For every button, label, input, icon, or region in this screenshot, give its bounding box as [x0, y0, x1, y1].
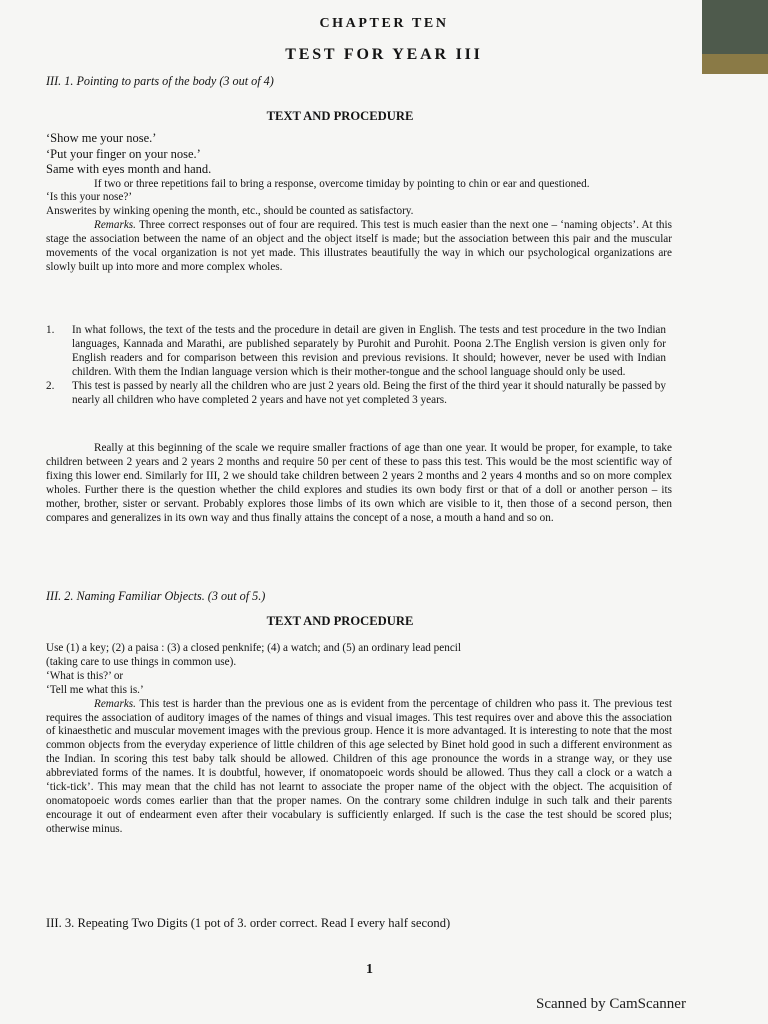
- scanner-watermark: Scanned by CamScanner: [536, 996, 686, 1012]
- remarks-text: This test is harder than the previous one as is evident from the percentage of children who pass it. The previous test requires the association of auditory images of the names of things and visual images. This test requires over and above this the association of kinaesthetic and muscular movement images with the previous group. Hence it is more advantaged. It is interesting to note that the most common objects from the everyday experience of little children of this age selected by Binet hold good in such a different environment as the Indian. In scoring this test baby talk should be allowed. Children of this age pronounce the words in a strange way, or they use abbreviated forms of the names. It is doubtful, however, if onomatopoeic words should be allowed. Thus they call a clock or a watch a ‘tick-tick’. This may mean that the child has not learnt to associate the proper name of the object with the object. The acquisition of onomatopoeic words comes earlier than that the proper names. On the contrary some children indulge in such talk and their parents encourage it out of endearment even after their vocabulary is sufficiently enlarged. If such is the case the test should be scored plus; otherwise minus.: [46, 697, 672, 835]
- question-finger-nose: ‘Put your finger on your nose.’: [46, 146, 201, 161]
- question-what-is-this: ‘What is this?’ or: [46, 669, 124, 682]
- age-fraction-paragraph: [46, 442, 672, 525]
- objects-care-note: (taking care to use things in common use).: [46, 655, 237, 668]
- footnote-number: 2.: [46, 379, 55, 392]
- section-2-subheading: TEXT AND PROCEDURE: [266, 614, 414, 628]
- question-show-nose: ‘Show me your nose.’: [46, 131, 157, 145]
- section-2-text: [46, 642, 672, 837]
- footnote-text: In what follows, the text of the tests and the procedure in detail are given in English. The tests and test procedure in the two Indian languages, Kannada and Marathi, are published separately by Purohit and Purohit. Poona 2.The English version is given only for English readers and for comparison between this revision and previous revisions. It should; however, never be used with Indian children. With them the Indian language version which is their mother-tongue and the school language should only be used.: [72, 324, 666, 378]
- test-title: TEST FOR YEAR III: [285, 46, 483, 63]
- section-1-subheading: TEXT AND PROCEDURE: [266, 109, 414, 123]
- section-1-text: [46, 131, 672, 275]
- section-3-heading: III. 3. Repeating Two Digits (1 pot of 3. order correct. Read I every half second): [46, 916, 451, 930]
- section-1-heading: III. 1. Pointing to parts of the body (3 out of 4): [46, 74, 274, 88]
- remarks-label: Remarks.: [94, 219, 136, 232]
- section-2-remarks: [46, 698, 672, 837]
- chapter-title: CHAPTER TEN: [319, 16, 449, 31]
- remarks-label: Remarks.: [94, 697, 136, 710]
- question-tell-me: ‘Tell me what this is.’: [46, 683, 144, 696]
- section-2-heading: III. 2. Naming Familiar Objects. (3 out of 5.): [46, 589, 266, 603]
- footnote-text: This test is passed by nearly all the children who are just 2 years old. Being the first of the third year it should naturally be passed by nearly all children who have completed 2 years and have not yet completed 3 years.: [72, 379, 666, 406]
- age-fraction-text: Really at this beginning of the scale we require smaller fractions of age than one year. It would be proper, for example, to take children between 2 years and 2 years 2 months and require 50 per cent of these to pass this test. This would be the most scientific way of fixing this lower end. Similarly for III, 2 we should take children between 2 years 2 months and 2 years 4 months and so on more complex wholes. Further there is the question whether the child explores and studies its own body first or that of a doll or another person – its mother, brother, sister or servant. Probably explores those limbs of its own which are visible to it, then those of a second person, then compares and generalizes in its own way and thus finally attains the concept of a nose, a mouth a hand and so on.: [46, 442, 672, 524]
- remarks-text: Three correct responses out of four are required. This test is much easier than the next one – ‘naming objects’. At this stage the association between the name of an object and the object itself is made; but the association between this pair and the muscular movements of the vocal organization is not yet made. This illustrates beautifully the way in which our psychological organizations are slowly built up into more and more complex wholes.: [46, 219, 672, 273]
- instruction-answers: Answerites by winking opening the month, etc., should be counted as satisfactory.: [46, 205, 414, 218]
- footnotes-list: [46, 324, 666, 407]
- footnote-number: 1.: [46, 324, 55, 336]
- footnote-item: [46, 324, 666, 380]
- question-is-nose: ‘Is this your nose?’: [46, 191, 133, 204]
- instruction-repetitions: If two or three repetitions fail to bring a response, overcome timiday by pointing to chin or ear and questioned.: [94, 177, 590, 190]
- instruction-same: Same with eyes month and hand.: [46, 162, 212, 176]
- footnote-item: [46, 380, 666, 408]
- objects-list: Use (1) a key; (2) a paisa : (3) a closed penknife; (4) a watch; and (5) an ordinary lead pencil: [46, 642, 462, 654]
- page-number: 1: [366, 962, 373, 977]
- section-1-remarks: [46, 219, 672, 275]
